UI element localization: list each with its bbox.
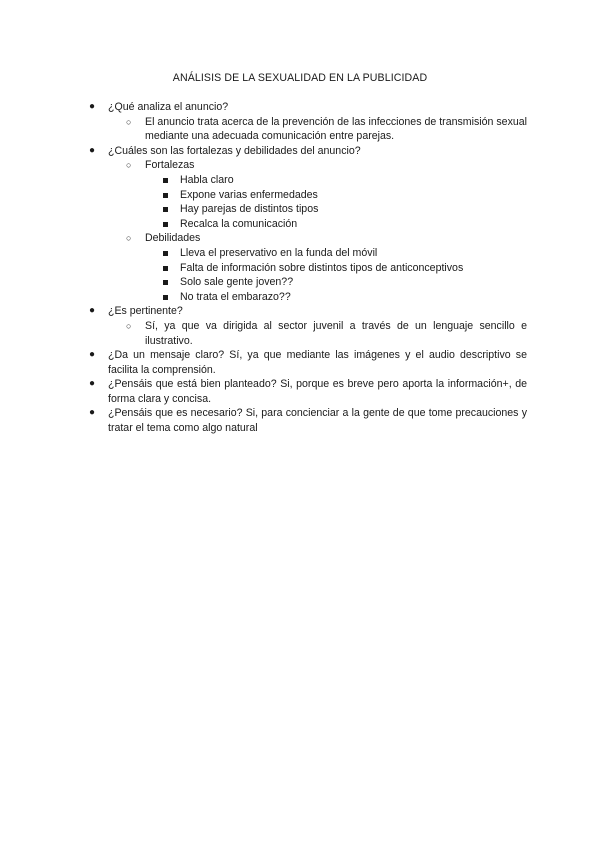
list-item (163, 173, 527, 188)
list-item (163, 246, 527, 261)
point-text: Recalca la comunicación (180, 217, 298, 230)
filled-circle-bullet-icon: ● (89, 378, 96, 390)
filled-circle-bullet-icon: ● (89, 349, 96, 361)
question-text: ¿Pensáis que es necesario? Si, para concienciar a la gente de que tome precauciones y tratar el tema como algo natural (108, 407, 527, 435)
list-item (126, 319, 527, 348)
hollow-circle-bullet-icon: ○ (126, 116, 132, 127)
filled-circle-bullet-icon: ● (89, 101, 96, 112)
list-item (89, 100, 527, 144)
list-item (89, 348, 527, 377)
square-bullet-icon (163, 251, 168, 256)
category-label: Fortalezas (145, 159, 195, 172)
point-text: No trata el embarazo?? (180, 290, 291, 303)
filled-circle-bullet-icon: ● (89, 305, 96, 317)
answer-text: El anuncio trata acerca de la prevención de las infecciones de transmisión sexual mediante una adecuada comunicación entre parejas. (145, 115, 527, 143)
answer-list (108, 158, 527, 304)
answer-text: Sí, ya que va dirigida al sector juvenil a través de un lenguaje sencillo e ilustrativo. (145, 319, 527, 347)
filled-circle-bullet-icon: ● (89, 144, 96, 156)
point-text: Expone varias enfermedades (180, 188, 318, 201)
list-item (163, 202, 527, 217)
list-item (163, 261, 527, 276)
list-item (89, 377, 527, 406)
question-text: ¿Da un mensaje claro? Sí, ya que mediante las imágenes y el audio descriptivo se facilita la comprensión. (108, 349, 527, 376)
point-text: Solo sale gente joven?? (180, 276, 294, 289)
hollow-circle-bullet-icon: ○ (126, 320, 132, 331)
list-item (126, 231, 527, 304)
answer-list (108, 319, 527, 348)
square-bullet-icon (163, 266, 168, 271)
list-item (163, 188, 527, 203)
square-bullet-icon (163, 193, 168, 198)
square-bullet-icon (163, 222, 168, 227)
question-text: ¿Cuáles son las fortalezas y debilidades del anuncio? (108, 144, 361, 157)
filled-circle-bullet-icon: ● (89, 407, 96, 419)
list-item (126, 115, 527, 144)
square-bullet-icon (163, 178, 168, 183)
document-title: ANÁLISIS DE LA SEXUALIDAD EN LA PUBLICIDAD (172, 72, 428, 84)
weaknesses-list (145, 246, 527, 304)
point-text: Falta de información sobre distintos tipos de anticonceptivos (180, 261, 464, 274)
hollow-circle-bullet-icon: ○ (126, 233, 132, 244)
list-item (89, 304, 527, 348)
list-item (89, 406, 527, 435)
list-item (89, 144, 527, 305)
question-text: ¿Es pertinente? (108, 305, 183, 318)
question-list (89, 100, 527, 436)
point-text: Lleva el preservativo en la funda del móvil (180, 246, 378, 259)
list-item (163, 217, 527, 232)
point-text: Hay parejas de distintos tipos (180, 203, 319, 216)
square-bullet-icon (163, 207, 168, 212)
hollow-circle-bullet-icon: ○ (126, 160, 132, 171)
question-text: ¿Qué analiza el anuncio? (108, 101, 229, 113)
strengths-list (145, 173, 527, 231)
question-text: ¿Pensáis que está bien planteado? Si, porque es breve pero aporta la información+, de forma clara y concisa. (108, 378, 527, 405)
point-text: Habla claro (180, 173, 234, 186)
square-bullet-icon (163, 295, 168, 300)
list-item (163, 290, 527, 305)
category-label: Debilidades (145, 232, 201, 245)
answer-list (108, 115, 527, 144)
list-item (126, 158, 527, 231)
square-bullet-icon (163, 280, 168, 285)
list-item (163, 275, 527, 290)
